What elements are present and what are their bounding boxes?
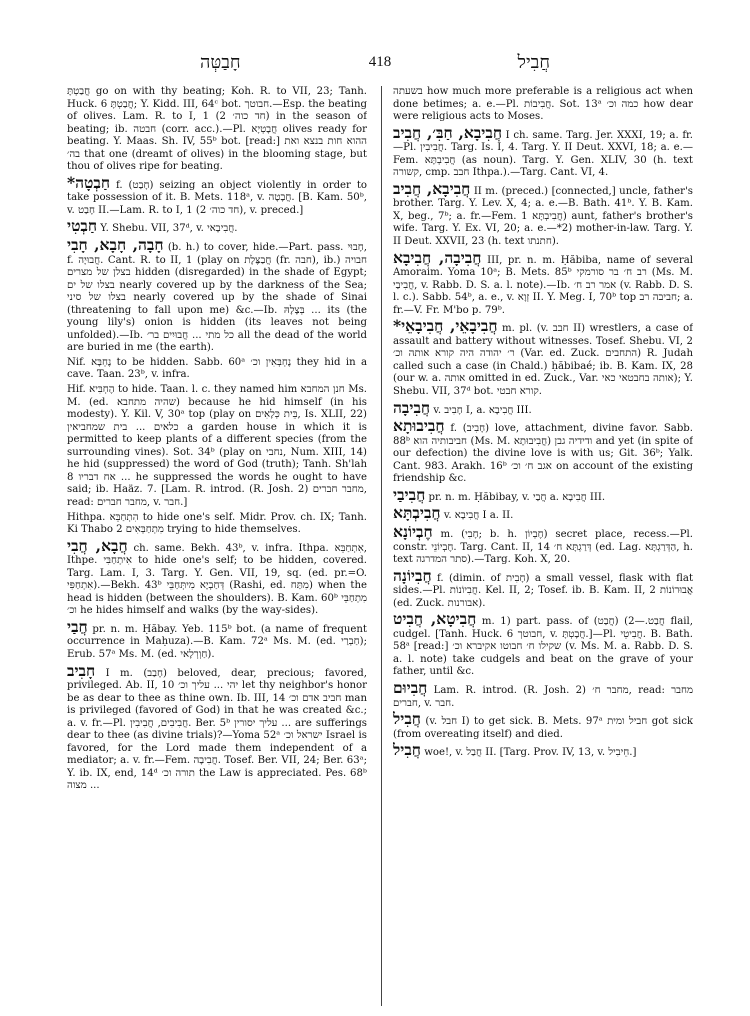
entry-headword: חָבָה, חָבָא, חָבִי bbox=[67, 235, 164, 255]
dictionary-entry bbox=[67, 512, 367, 537]
entry-headword: חֲבִיבָא, חֲבִיב bbox=[393, 178, 471, 198]
entry-headword: חֲבַי bbox=[67, 616, 88, 636]
entry-text: f. (dimin. of חָבִית) a small vessel, flask with flat sides.—Pl. חֲבִיוֹנוֹת. Kel. II, 2; Tosef. ib. B. Kam. II, 2 אֲבוּרוֹנוֹת (ed. Zuck. אבורנות). bbox=[393, 572, 693, 609]
entry-text: חֲבַטְתָּ go on with thy beating; Koh. R. to VII, 23; Tanh. Huck. 6 חֲבַטְתָּ; Y. Kidd. III, 64ᶜ bot. חבוטך.—Esp. the beating of olives. Lam. R. to I, 1 (2 חד כוה׳) in the season of beating; ib. חבטה (corr. acc.).—Pl. חֲבָטְיָא olives ready for beating. Y. Maas. Sh. IV, 55ᵇ bot. [read:] ההוא חות בנצא ואת בה׳ that one (dreamt of olives) in the blooming stage, but thou of olives ripe for beating. bbox=[67, 86, 367, 173]
dictionary-entry bbox=[67, 616, 367, 662]
entry-headword: חֲבִיבוּתָא bbox=[393, 416, 445, 436]
entry-headword: חֲבִיבָה, חֲבִיבָא bbox=[393, 247, 482, 267]
page-number: 418 bbox=[368, 54, 392, 70]
entry-text: Hithpa. הִתְחַבֵּא to hide one's self. Midr. Prov. ch. IX; Tanh. Ki Thabo 2 מִתְחַבְּאִים trying to hide themselves. bbox=[67, 511, 367, 536]
dictionary-entry bbox=[67, 384, 367, 509]
entry-text: pr. n. m. Ḥăbay. Yeb. 115ᵇ bot. (a name of frequent occurrence in Maḥuza).—B. Kam. 72ᵃ Ms. M. (ed. חַבְרַי); Erub. 57ᵃ Ms. M. (ed. חַוְרְלָאי). bbox=[67, 623, 367, 660]
entry-headword: חֶבְיוֹנָא bbox=[393, 521, 433, 541]
entry-headword: חֲבִיבַי bbox=[393, 484, 426, 504]
dictionary-entry bbox=[393, 122, 693, 180]
dictionary-entry bbox=[67, 86, 367, 174]
dictionary-entry bbox=[393, 397, 693, 418]
dictionary-entry bbox=[393, 416, 693, 486]
entry-text: pr. n. m. Ḥăbibay, v. חֲבַי a. חֲבִיבָא III. bbox=[428, 491, 606, 503]
dictionary-entry bbox=[393, 484, 693, 505]
entry-text: woe!, v. חֲבַל II. [Targ. Prov. IV, 13, v. חֵיבִיל.] bbox=[424, 747, 637, 759]
dictionary-entry bbox=[393, 740, 693, 760]
entry-headword: חַבְטִי bbox=[67, 216, 98, 236]
right-column bbox=[393, 86, 693, 1006]
entry-headword: *חֲבִיבָאֵי, חֲבִיבָאֵי bbox=[393, 316, 498, 336]
entry-text: ch. same. Bekh. 43ᵇ, v. infra. Ithpa. אִתְחַבֵּא, Ithpe. אִיתְחַבִּי to hide one's self; to be hidden, covered. Targ. Lam. I, 3. Targ. Y. Gen. VII, 19, sq. (ed. pr.=O. אִתְחַפִּי).—Bekh. 43ᵇ דְּחַבְיָא מִיתְּחַבֵּי (Rashi, ed. מִתַּח) when the head is hidden (between the shoulders). B. Kam. 60ᵇ מִתְחַבֵּי וכ׳ he hides himself and walks (by the way-sides). bbox=[67, 542, 367, 617]
entry-text: m. 1) part. pass. of חֲבַט.—2) (חֲבַט) flail, cudgel. [Tanh. Huck. 6 חבוטך, v. חֲבָטְתָּ.]—Pl. חֲבִיטֵי. B. Bath. 58ᵃ [read:] שקילו ח׳ חבוטו אקיברא וכ׳ (v. Ms. M. a. Rabb. D. S. a. l. note) take cudgels and beat on the grave of your father, until &c. bbox=[393, 616, 693, 678]
entry-text: I m. (חָבַב) beloved, dear, precious; favored, privileged. Ab. II, 10 יהי ... עליך וכ׳ let thy neighbor's honor be as dear to thee as thine own. Ib. III, 14 חביב אדם וכ׳ man is privileged (favored of God) in that he was created &c.; a. v. fr.—Pl. חֲבִיבִים, חֲבִיבִין. Ber. 5ᵇ עליך יסורין ... are sufferings dear to thee (as divine trials)?—Yoma 52ᵃ ישראל וכ׳ Israel is favored, for the Lord made them independent of a mediator; a. v. fr.—Fem. חֲבִיבָה. Tosef. Ber. VII, 24; Ber. 63ᵃ; Y. ib. IX, end, 14ᵈ תורה וכ׳ the Law is appreciated. Pes. 68ᵇ מצוה ... bbox=[67, 667, 367, 792]
entry-text: v. חֲבִיבָא I a. II. bbox=[443, 510, 514, 522]
dictionary-entry bbox=[393, 247, 693, 318]
dictionary-entry bbox=[393, 503, 693, 523]
dictionary-entry bbox=[393, 86, 693, 124]
dictionary-entry bbox=[67, 216, 367, 236]
dictionary-entry bbox=[67, 235, 367, 355]
entry-text: (b. h.) to cover, hide.—Part. pass. חָבוּי, f. חֲבוּיָה. Cant. R. to II, 1 (play on חֲבַצֶּלֶת (fr. חבה), ib.) חבויה בצלן של מצרים hidden (disregarded) in the shade of Egypt; בצלו של ים nearly covered up by the darkness of the Sea; בצלו של סיני nearly covered up by the shade of Sinai (threatening to fall upon me) &c.—Ib. בְּצָלָהּ ... its (the young lily's) onion is hidden (its leaves not being unfolded).—Ib. כל מתי ... חֲבוּיִים בר׳ all the dead of the world are buried in me (the earth). bbox=[67, 242, 367, 354]
entry-text: II m. (preced.) [connected,] uncle, father's brother. Targ. Y. Lev. X, 4; a. e.—B. Bath. 41ᵇ. Y. B. Kam. X, beg., 7ᵇ; a. fr.—Fem. חֲבִיבְתָּא 1) aunt, father's brother's wife. Targ. Y. Ex. VI, 20; a. e.—*2) mother-in-law. Targ. Y. II Deut. XXVII, 23 (h. text חתנתו). bbox=[393, 185, 693, 248]
entry-text: f. (חָבַט) seizing an object violently in order to take possession of it. B. Mets. 118ᵃ, v. חֲבָטָה. [B. Kam. 50ᵇ, v. חָבַט II.—Lam. R. to I, 1 (2 חד כוה׳), v. preced.] bbox=[67, 179, 367, 216]
entry-text: f. (חָבִיב) love, attachment, divine favor. Sabb. 88ᵇ חביבותיה הוא (Ms. M. חֲבִיבוּתָא) ודידיה גבן and yet (in spite of our defection) the divine love is with us; Git. 36ᵇ; Yalk. Cant. 983. Arakh. 16ᵇ אגב ח׳ וכ׳ on account of the existing friendship &c. bbox=[393, 423, 693, 485]
entry-text: m. pl. (v. חבב II) wrestlers, a case of assault and battery without witnesses. Tosef. Shebu. VI, 2 ר׳ יהודה היה קורא אותה וכ׳ (Var. ed. Zuck. התחבים) R. Judah called such a case (in Chald.) ḥăbibaé; ib. B. Kam. IX, 28 (our w. a. אותה omitted in ed. Zuck., Var. אותה בחבטאי כאי); Y. Shebu. VII, 37ᵈ bot. קורא חבטי. bbox=[393, 323, 693, 398]
dictionary-entry bbox=[67, 660, 367, 793]
column-divider bbox=[381, 86, 382, 1006]
entry-text: בשעתה how much more preferable is a religious act when done betimes; a. e.—Pl. חֲבִיבוֹת. Sot. 13ᵃ כמה וכ׳ how dear were religious acts to Moses. bbox=[393, 86, 693, 123]
entry-text: Hif. הֶחְבִּיא to hide. Taan. l. c. they named him חנן המחבא Ms. M. (ed. שהיה מתחבא) because he hid himself (in his modesty). Y. Kil. V, 30ᵃ top (play on בֵּית כְּלָאִים, Is. XLII, 22) כלאים ... בית שמחביאין a garden house in which it is permitted to keep plants of a different species (from the surrounding vines). Sot. 34ᵇ (play on נחבי, Num. XIII, 14) he hid (suppressed) the word of God (truth); Tanh. Sh'lah 8 אח דבריו ... he suppressed the words he ought to have said; ib. Haäz. 7. [Lam. R. introd. (R. Josh. 2) מחבר חברים, read: מחבר חברים, v. חבר.] bbox=[67, 384, 367, 508]
entry-headword: חֲבָא, חֲבִי bbox=[67, 535, 128, 555]
page-header bbox=[70, 52, 680, 76]
dictionary-entry bbox=[393, 677, 693, 710]
entry-headword: חֲבִיטָא, חֲבִיט bbox=[393, 609, 477, 629]
entry-text: III, pr. n. m. Ḥăbiba, name of several Amoraim. Yoma 10ᵃ; B. Mets. 85ᵇ רב ח׳ בר סורמקי (Ms. M. חֲבִיבַי, v. Rabb. D. S. a. l. note).—Ib. אמר רב ח׳ (v. Rabb. D. S. l. c.). Sabb. 54ᵇ, a. e., v. זְוָא II. Y. Meg. I, 70ᵇ top חביבה רב; a. fr.—V. Fr. M'bo p. 79ᵇ. bbox=[393, 254, 693, 316]
entry-headword: חֲבִיל bbox=[393, 709, 421, 729]
dictionary-entry bbox=[67, 535, 367, 618]
header-guide-word-left: חָבַטְּה bbox=[200, 52, 241, 73]
entry-text: m. (חָבִי; b. h. חֶבְיוֹן) secret place, recess.—Pl. constr. חֶבְיוֹנֵי. Targ. Cant. II, 14 דְּרַגְתָּא ח׳ (ed. Lag. הַדְּרַגְתָּא, h. text סתר המדרגה).—Targ. Koh. X, 20. bbox=[393, 528, 693, 566]
dictionary-entry bbox=[393, 565, 693, 611]
entry-headword: חֲבִיוּם bbox=[393, 677, 428, 697]
entry-text: I ch. same. Targ. Jer. XXXI, 19; a. fr.—Pl. חֲבִיבִין. Targ. Is. I, 4. Targ. Y. II Deut. XXVI, 18; a. e.—Fem. חֲבִיבְתָּא (as noun). Targ. Y. Gen. XLIV, 30 (h. text קשורה, cmp. חבב Ithpa.).—Targ. Cant. VI, 4. bbox=[393, 129, 693, 179]
entry-text: Lam. R. introd. (R. Josh. 2) מחבר ח׳, read: מחבר חברים, v. חבר. bbox=[393, 684, 693, 709]
entry-headword: חֲבִיבְתָּא bbox=[393, 503, 441, 523]
dictionary-entry bbox=[393, 178, 693, 249]
dictionary-entry bbox=[67, 172, 367, 218]
entry-text: (v. חבל I) to get sick. B. Mets. 97ᵃ חביל ומית got sick (from overeating itself) and died. bbox=[393, 716, 693, 740]
entry-headword: חֲבִיל bbox=[393, 740, 421, 760]
header-guide-word-right: חֲבִיל bbox=[517, 52, 550, 73]
entry-headword: חֲבִיוֹנָה bbox=[393, 565, 432, 585]
entry-headword: חֲבִיבָה bbox=[393, 397, 431, 417]
dictionary-entry bbox=[67, 357, 367, 382]
entry-text: v. חָבִיב I, a. חֲבִיבָא III. bbox=[433, 404, 532, 416]
dictionary-entry bbox=[393, 521, 693, 567]
left-column bbox=[67, 86, 367, 1006]
entry-text: Nif. נֶחְבָּא to be hidden. Sabb. 60ᵃ נֶחְבְּאִין וכ׳ they hid in a cave. Taan. 23ᵇ, v. infra. bbox=[67, 356, 367, 381]
dictionary-entry bbox=[393, 316, 693, 398]
dictionary-entry bbox=[393, 709, 693, 741]
entry-headword: חֲבִיבָא, חַבִּ׳, חֲבִיב bbox=[393, 122, 502, 142]
entry-text: Y. Shebu. VII, 37ᵈ, v. חֲבִיבָאי. bbox=[100, 223, 238, 235]
entry-headword: חָבִיב bbox=[67, 660, 96, 680]
dictionary-entry bbox=[393, 609, 693, 679]
entry-headword: *חַבְטָה bbox=[67, 172, 111, 192]
